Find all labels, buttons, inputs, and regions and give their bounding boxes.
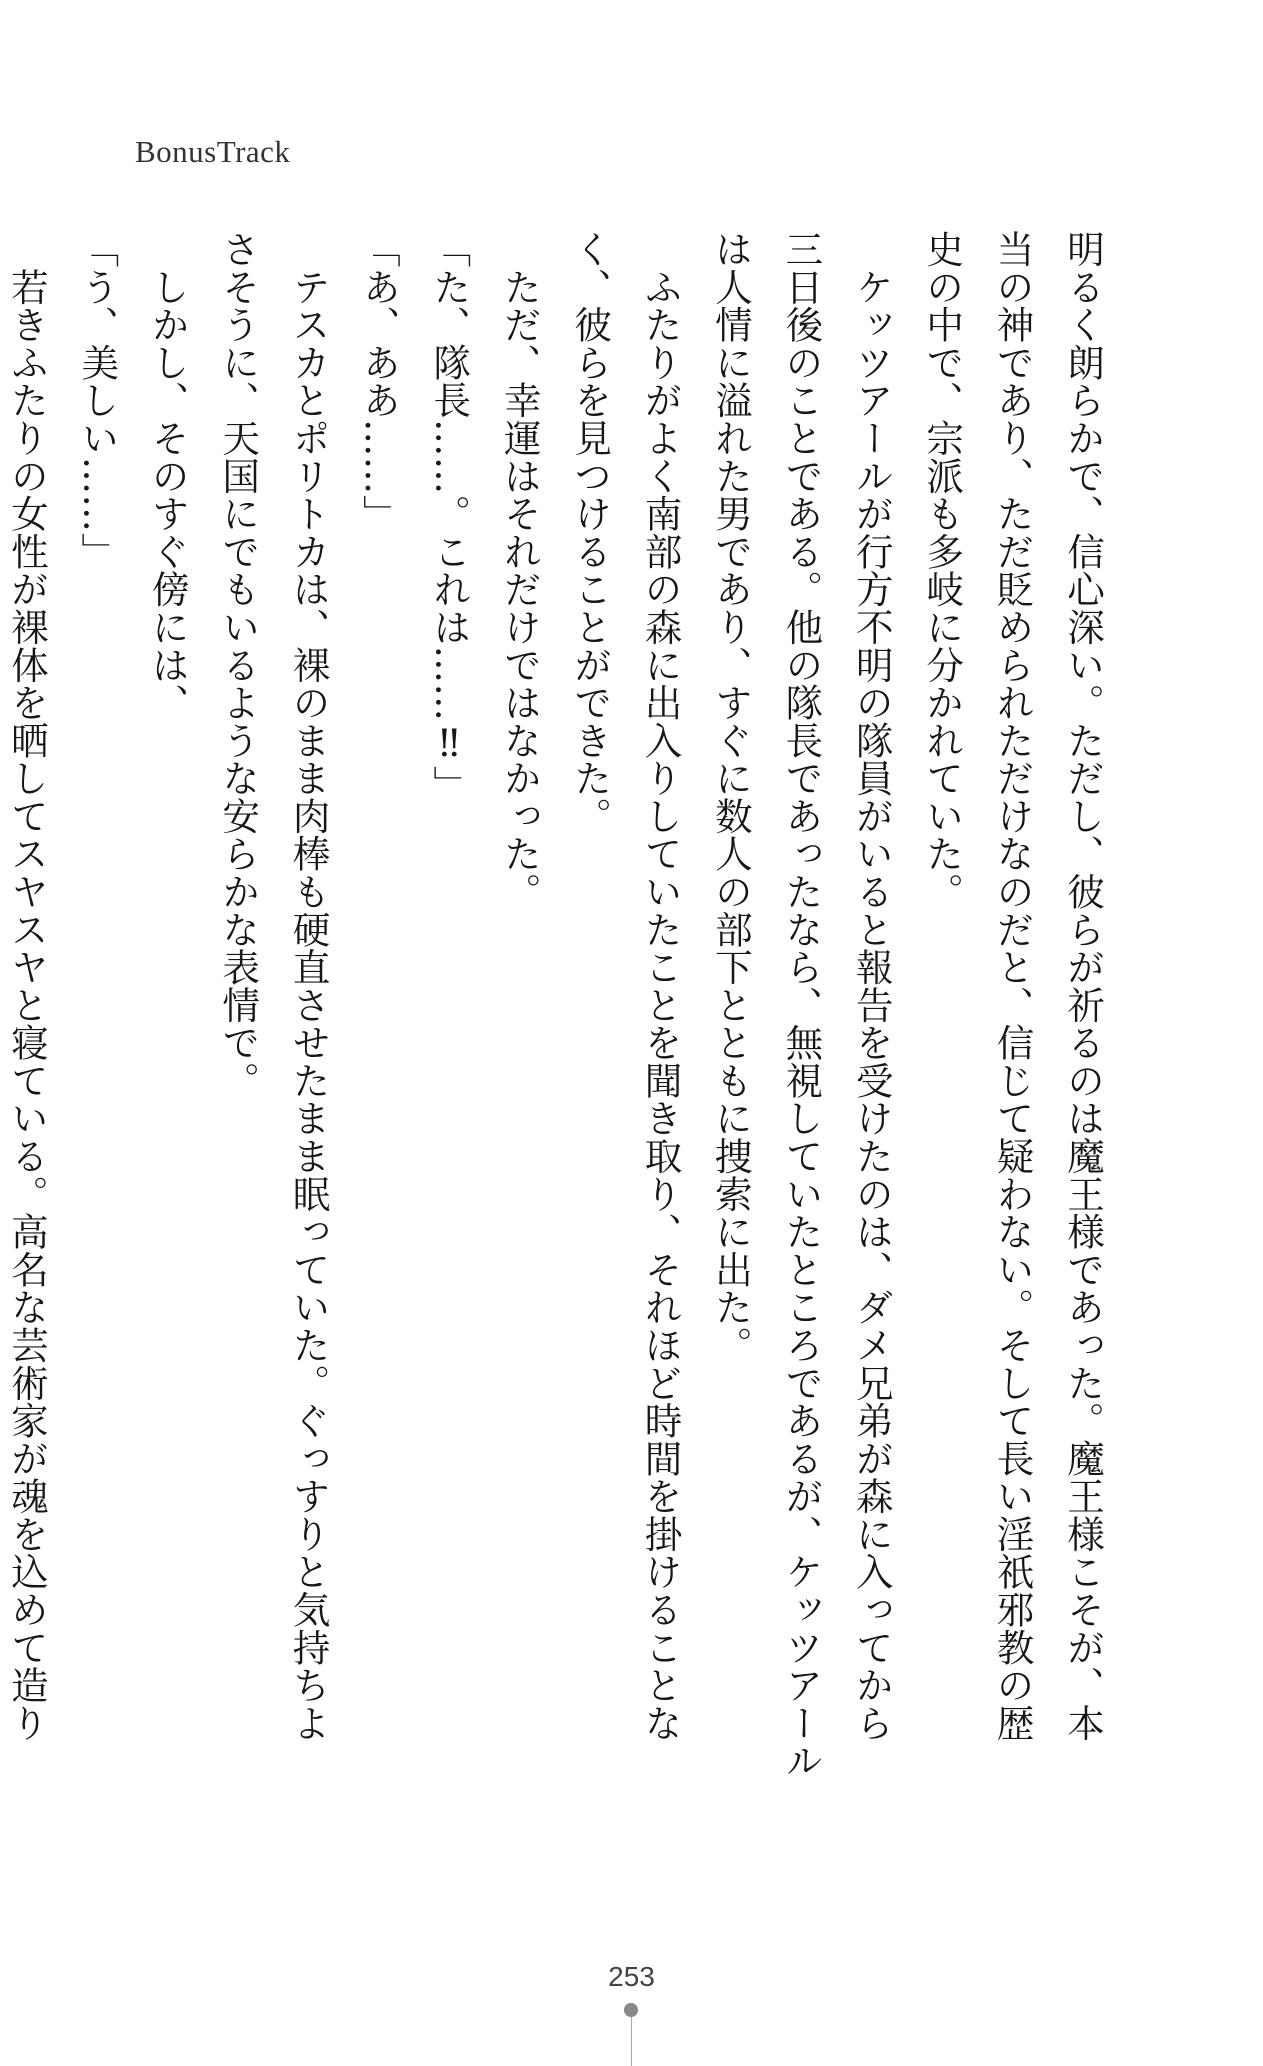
text-line: 三日後のことである。他の隊長であったなら、無視していたところであるが、ケッツアール (779, 230, 824, 1780)
novel-body-text (4, 230, 1118, 1790)
text-line: 「う、美しい……」 (75, 230, 120, 571)
text-line: は人情に溢れた男であり、すぐに数人の部下とともに捜索に出た。 (708, 230, 753, 1364)
text-line: 明るく朗らかで、信心深い。ただし、彼らが祈るのは魔王様であった。魔王様こそが、本 (1061, 230, 1105, 1742)
text-line: 若きふたりの女性が裸体を晒してスヤスヤと寝ている。高名な芸術家が魂を込めて造り (4, 230, 49, 1742)
text-line: ケッツアールが行方不明の隊員がいると報告を受けたのは、ダメ兄弟が森に入ってから (849, 230, 894, 1742)
text-line: ふたりがよく南部の森に出入りしていたことを聞き取り、それほど時間を掛けることな (638, 230, 683, 1742)
text-line: ただ、幸運はそれだけではなかった。 (497, 230, 542, 911)
text-line: 史の中で、宗派も多岐に分かれていた。 (920, 230, 965, 911)
text-line: 「た、隊長……。これは……‼」 (427, 230, 472, 804)
footer-line-ornament (631, 2017, 632, 2066)
text-line: さそうに、天国にでもいるような安らかな表情で。 (216, 230, 261, 1100)
text-line: 当の神であり、ただ貶められただけなのだと、信じて疑わない。そして長い淫祇邪教の歴 (990, 230, 1035, 1742)
text-line: しかし、そのすぐ傍には、 (145, 230, 190, 722)
running-title: BonusTrack (135, 134, 291, 169)
text-line: 「あ、ああ……」 (356, 230, 401, 533)
text-line: テスカとポリトカは、裸のまま肉棒も硬直させたまま眠っていた。ぐっすりと気持ちよ (286, 230, 331, 1742)
footer-dot-ornament (624, 2003, 638, 2017)
text-line: く、彼らを見つけることができた。 (568, 230, 613, 835)
page-number: 253 (608, 1961, 655, 1992)
